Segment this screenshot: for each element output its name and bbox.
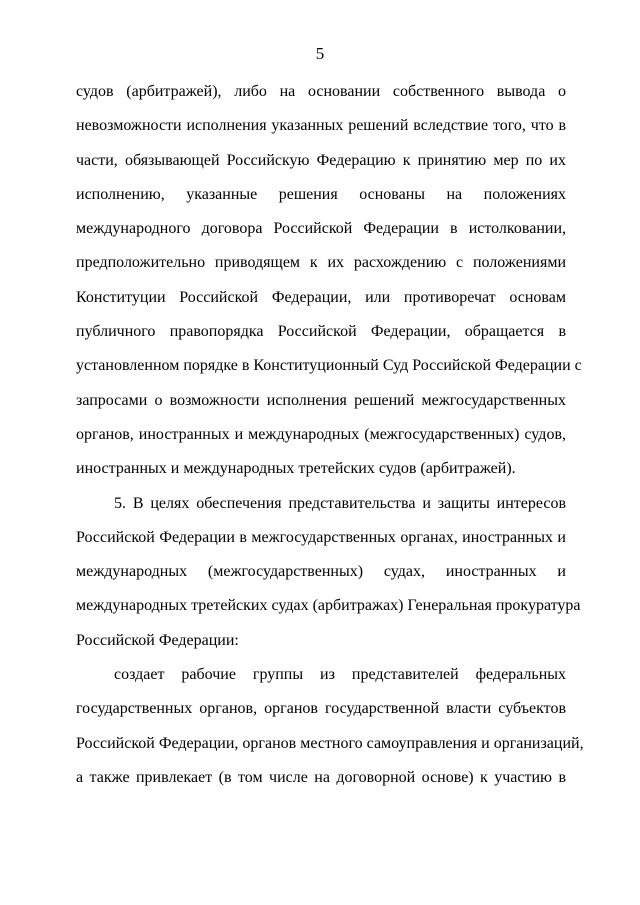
- text-line: создает рабочие группы из представителей федеральных: [114, 666, 566, 684]
- text-line: Российской Федерации:: [76, 631, 239, 649]
- text-line: установленном порядке в Конституционный Суд Российской Федерации с: [76, 357, 582, 375]
- text-line: невозможности исполнения указанных решений вследствие того, что в: [76, 117, 566, 135]
- text-line: Конституции Российской Федерации, или противоречат основам: [76, 288, 566, 306]
- document-body: [76, 81, 584, 801]
- text-line: предположительно приводящем к их расхождению с положениями: [76, 254, 566, 272]
- text-line: Российской Федерации, органов местного самоуправления и организаций,: [76, 734, 584, 752]
- text-line: органов, иностранных и международных (межгосударственных) судов,: [76, 425, 566, 443]
- text-line: 5. В целях обеспечения представительства и защиты интересов: [114, 494, 566, 512]
- text-line: международных (межгосударственных) судах, иностранных и: [76, 563, 566, 581]
- paragraph-continuation: [76, 81, 582, 493]
- text-line: части, обязывающей Российскую Федерацию к принятию мер по их: [76, 151, 566, 169]
- text-line: международного договора Российской Федерации в истолковании,: [76, 220, 566, 238]
- text-line: а также привлекает (в том числе на договорной основе) к участию в: [76, 768, 566, 786]
- text-line: Российской Федерации в межгосударственных органах, иностранных и: [76, 528, 566, 546]
- text-line: государственных органов, органов государственной власти субъектов: [76, 700, 566, 718]
- text-line: международных третейских судах (арбитражах) Генеральная прокуратура: [76, 597, 581, 615]
- text-line: запросами о возможности исполнения решений межгосударственных: [76, 391, 566, 409]
- text-line: иностранных и международных третейских судов (арбитражей).: [76, 460, 516, 478]
- text-line: судов (арбитражей), либо на основании собственного вывода о: [76, 83, 566, 100]
- page-number: 5: [315, 44, 325, 63]
- text-line: публичного правопорядка Российской Федерации, обращается в: [76, 323, 566, 341]
- text-line: исполнению, указанные решения основаны на положениях: [76, 185, 566, 203]
- paragraph-creates-groups: [76, 664, 584, 801]
- paragraph-5: [76, 493, 581, 664]
